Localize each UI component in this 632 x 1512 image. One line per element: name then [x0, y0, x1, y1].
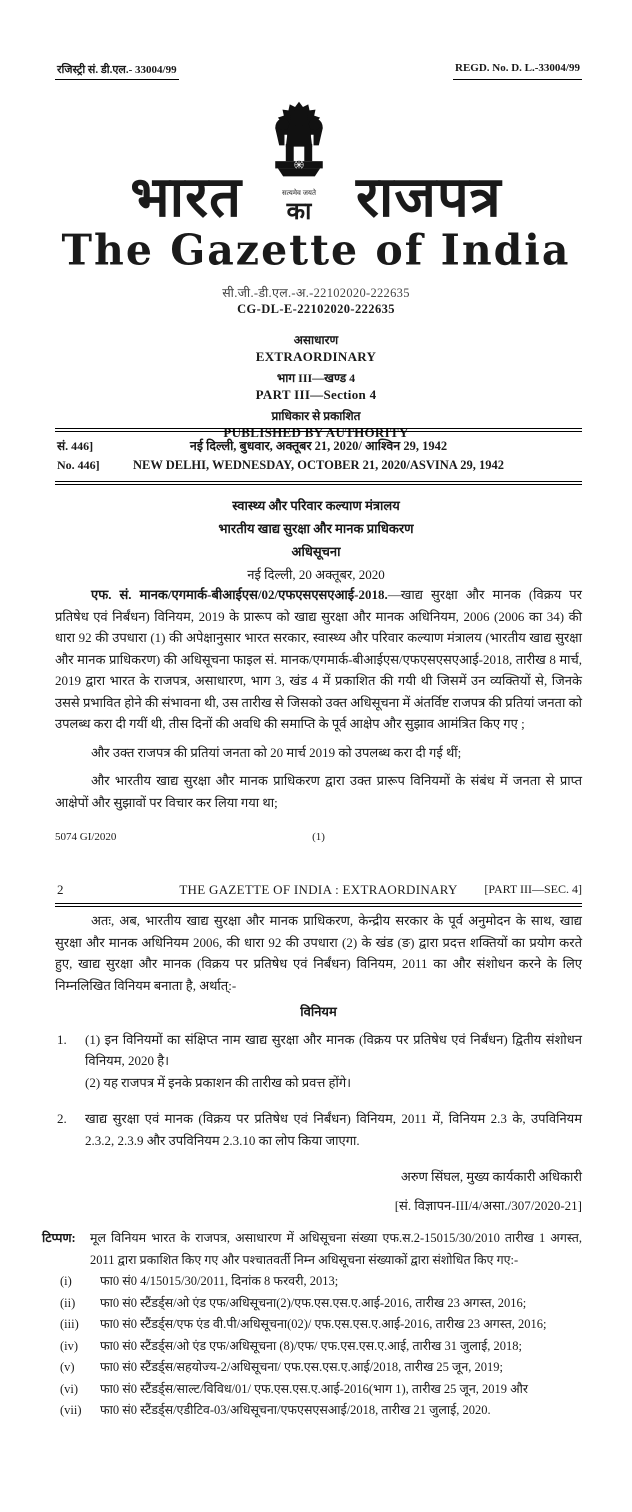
footnote-item [42, 1379, 582, 1401]
ministry-name: स्वास्थ्य और परिवार कल्याण मंत्रालय [232, 498, 400, 513]
footnote-item-text: फा0 सं0 स्टैंडर्ड्स/साल्ट/विविध/01/ एफ.एस.एस.ए.आई-2016(भाग 1), तारीख 25 जून, 2019 और [100, 1381, 529, 1396]
authority-name: भारतीय खाद्य सुरक्षा और मानक प्राधिकरण [218, 521, 414, 536]
gazette-code-block [0, 284, 632, 317]
authority-english: PUBLISHED BY AUTHORITY [223, 425, 409, 440]
issue-date-hindi: नई दिल्ली, बुधवार, अक्तूबर 21, 2020/ आश्विन 29, 1942 [189, 439, 448, 453]
footnote-block [42, 1228, 582, 1422]
page2-header-title: THE GAZETTE OF INDIA : EXTRAORDINARY [179, 882, 458, 897]
footnote-item-label: (vi) [60, 1381, 79, 1396]
gazette-code-english: CG-DL-E-22102020-222635 [237, 302, 395, 316]
page2-header-part: [PART III—SEC. 4] [484, 882, 582, 896]
issue-number-hindi: सं. 446] [57, 439, 94, 453]
extraordinary-english: EXTRAORDINARY [255, 349, 377, 364]
footnote-item-label: (iii) [60, 1317, 79, 1331]
masthead-hindi-left: भारत [130, 165, 242, 230]
regulation-item-1-number: 1. [57, 1031, 67, 1047]
notification-heading: अधिसूचना [291, 544, 341, 559]
regulation-item-1-clause-2: (2) यह राजपत्र में इनके प्रकाशन की तारीख को प्रवत्त होंगे। [85, 1074, 352, 1090]
signatory-name-designation: अरुण सिंघल, मुख्य कार्यकारी अधिकारी [400, 1169, 582, 1184]
publication-type-block [0, 331, 632, 442]
masthead-english-title: The Gazette of India [61, 225, 571, 275]
regulations-heading: विनियम [300, 1004, 337, 1019]
footnote-item [42, 1357, 582, 1379]
notification-dateline: नई दिल्ली, 20 अक्तूबर, 2020 [247, 567, 385, 582]
footnote-item-label: (ii) [60, 1295, 76, 1310]
emblem-of-india-icon [266, 100, 332, 188]
regulation-item-2 [55, 1108, 582, 1151]
footnote-head [42, 1228, 582, 1271]
footnote-text: मूल विनियम भारत के राजपत्र, असाधारण में अधिसूचना संख्या एफ.स.2-15015/30/2010 तारीख 1 अगस्त, 2011 द्वारा प्रकाशित किए गए और पश्चातवर्ती निम्न अधिसूचना संख्याकों द्वारा संशोधित किए गए:- [90, 1231, 582, 1267]
extraordinary-hindi: असाधारण [293, 333, 339, 347]
emblem-motto: सत्यमेव जयते [282, 189, 316, 197]
page2-running-header [55, 882, 582, 907]
ministry-block [0, 494, 632, 586]
footnote-item [42, 1293, 582, 1315]
issue-strip [55, 428, 582, 485]
page2-body [55, 910, 582, 1216]
regulation-item-2-number: 2. [57, 1111, 67, 1126]
footnote-item-label: (v) [60, 1360, 75, 1374]
page1-footer [55, 831, 582, 843]
footnote-item-text: फा0 सं0 स्टैंडर्ड्स/ओ एंड एफ/अधिसूचना (8)/एफ/ एफ.एस.एस.ए.आई, तारीख 31 जुलाई, 2018; [100, 1338, 522, 1353]
gazette-code-hindi: सी.जी.-डी.एल.-अ.-22102020-222635 [222, 286, 410, 300]
registry-number-english: REGD. No. D. L.-33004/99 [453, 62, 582, 80]
footnote-label: टिप्पण: [42, 1231, 76, 1245]
footnote-item-label: (vii) [60, 1403, 82, 1417]
page2-number: 2 [57, 882, 64, 897]
footnote-item [42, 1400, 582, 1422]
footnote-item-text: फा0 सं0 स्टैंडर्ड्स/सहयोज्य-2/अधिसूचना/ एफ.एस.एस.ए.आई/2018, तारीख 25 जून, 2019; [100, 1360, 503, 1374]
advertisement-reference: [सं. विज्ञापन-III/4/असा./307/2020-21] [394, 1197, 582, 1213]
issue-number-english: No. 446] [57, 458, 100, 472]
footnote-item [42, 1336, 582, 1358]
footnote-item-text: फा0 सं0 स्टैंडर्ड्स/एडीटिव-03/अधिसूचना/एफएसएसआई/2018, तारीख 21 जुलाई, 2020. [100, 1403, 491, 1417]
footnote-item-text: फा0 सं0 स्टैंडर्ड्स/ओ एंड एफ/अधिसूचना(2)/एफ.एस.एस.ए.आई-2016, तारीख 23 अगस्त, 2016; [100, 1295, 527, 1310]
footnote-item [42, 1314, 582, 1336]
regulation-item-1 [55, 1029, 582, 1094]
notification-paragraph-2: और उक्त राजपत्र की प्रतियां जनता को 20 मार्च 2019 को उपलब्ध करा दी गई थीं; [91, 744, 462, 760]
print-code: 5074 GI/2020 [55, 831, 117, 843]
part-section-hindi: भाग III—खण्ड 4 [276, 371, 356, 385]
masthead-hindi-right: राजपत्र [356, 165, 502, 230]
regulation-item-2-clause-1: खाद्य सुरक्षा एवं मानक (विक्रय पर प्रतिषेध एवं निर्बंधन) विनियम, 2011 में, विनियम 2.3 के, उपविनियम 2.3.2, 2.3.9 और उपविनियम 2.3.10 का लोप किया जाएगा. [85, 1111, 582, 1148]
regulation-list [55, 1029, 582, 1152]
footnote-item-text: फा0 सं0 स्टैंडर्ड्स/एफ एंड वी.पी/अधिसूचना(02)/ एफ.एस.एस.ए.आई-2016, तारीख 23 अगस्त, 2016; [100, 1317, 547, 1331]
masthead-hindi-middle: का [286, 197, 312, 225]
issue-date-english: NEW DELHI, WEDNESDAY, OCTOBER 21, 2020/ASVINA 29, 1942 [132, 458, 505, 472]
notification-paragraph-3: और भारतीय खाद्य सुरक्षा और मानक प्राधिकरण द्वारा उक्त प्रारूप विनियमों के संबंध में जनता से प्राप्त आक्षेपों और सुझावों पर विचार कर लिया गया था; [55, 773, 582, 810]
file-number: एफ. सं. मानक/एगमार्क-बीआईएस/02/एफएसएसएआई-2018. [91, 587, 388, 602]
authority-hindi: प्राधिकार से प्रकाशित [271, 409, 361, 423]
notification-paragraph-1: एफ. सं. मानक/एगमार्क-बीआईएस/02/एफएसएसएआई-2018.—खाद्य सुरक्षा और मानक (विक्रय पर प्रतिषेध एवं निर्बंधन) विनियम, 2019 के प्रारूप को खाद्य सुरक्षा और मानक अधिनियम, 2006 (2006 का 34) की धारा 92 की उपधारा (1) की अपेक्षानुसार भारत सरकार, स्वास्थ्य और परिवार कल्याण मंत्रालय (भारतीय खाद्य सुरक्षा और मानक प्राधिकरण) की अधिसूचना फाइल सं. मानक/एगमार्क-बीआईएस/एफएसएसएआई-2018, तारीख 8 मार्च, 2019 द्वारा भारत के राजपत्र, असाधारण, भाग 3, खंड 4 में प्रकाशित की गयी थी जिसमें उन व्यक्तियों से, जिनके उससे प्रभावित होने की संभावना थी, उस तारीख से जिसको उक्त अधिसूचना में अंतर्विष्ट राजपत्र की प्रतियां जनता को उपलब्ध करा दी गयीं थी, तीस दिनों की अवधि की समाप्ति के पूर्व आक्षेप और सुझाव आमंत्रित किए गए ; [55, 587, 582, 731]
registry-row [55, 62, 582, 80]
regulation-item-1-clause-1: (1) इन विनियमों का संक्षिप्त नाम खाद्य सुरक्षा और मानक (विक्रय पर प्रतिषेध एवं निर्बंधन) द्वितीय संशोधन विनियम, 2020 है। [85, 1031, 582, 1068]
footnote-item [42, 1271, 582, 1293]
page1-number: (1) [312, 831, 325, 843]
footnote-item-text: फा0 सं0 4/15015/30/2011, दिनांक 8 फरवरी, 2013; [100, 1274, 339, 1288]
enactment-paragraph: अतः, अब, भारतीय खाद्य सुरक्षा और मानक प्राधिकरण, केन्द्रीय सरकार के पूर्व अनुमोदन के साथ, खाद्य सुरक्षा और मानक अधिनियम 2006, की धारा 92 की उपधारा (2) के खंड (ङ) द्वारा प्रदत्त शक्तियों का प्रयोग करते हुए, खाद्य सुरक्षा और मानक (विक्रय पर प्रतिषेध एवं निर्बंधन) विनियम, 2011 का और संशोधन करने के लिए निम्नलिखित विनियम बनाता है, अर्थात्:- [55, 913, 582, 993]
footnote-item-label: (iv) [60, 1338, 79, 1353]
masthead [0, 100, 632, 275]
footnote-item-label: (i) [60, 1274, 72, 1288]
registry-number-hindi: रजिस्ट्री सं. डी.एल.- 33004/99 [55, 62, 179, 80]
part-section-english: PART III—Section 4 [255, 387, 377, 402]
page1-body [55, 584, 582, 813]
